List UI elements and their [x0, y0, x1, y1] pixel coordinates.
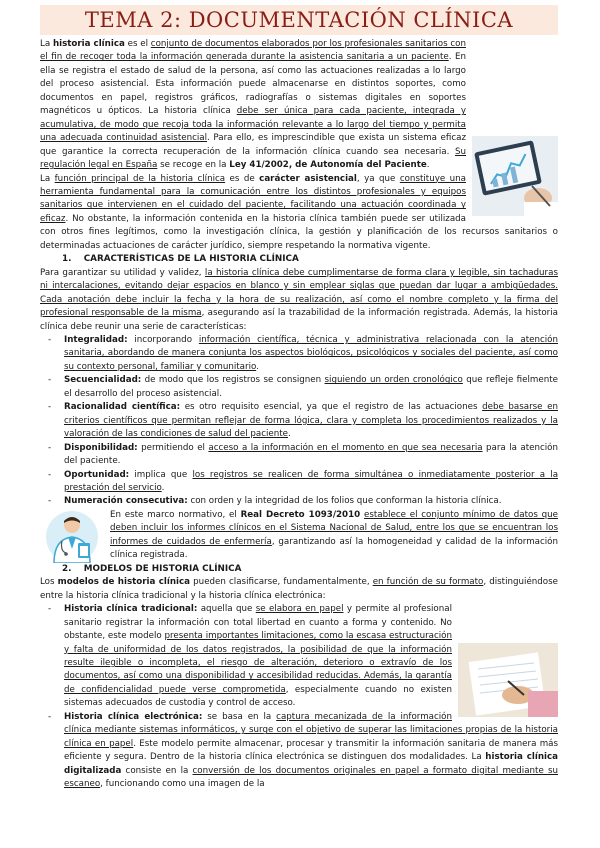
list-item-traditional: - Historia clínica tradicional: aquella que se elabora en papel y permite al profesional sanitario registrar la información con total libertad en cuanto a forma y contenido. No obstante, este modelo presenta importantes limitaciones, como la escasa estructuración y falta de uniformidad de los datos registrados, la posibilidad de que la información resulte ilegible o incompleta, el riesgo de alteración, deterioro o extravío de los documentos, así como una disponibilidad y accesibilidad reducidas. Además, la garantía de confidencialidad puede verse comprometida, especialmente cuando no existen sistemas adecuados de custodia y control de acceso. — [40, 603, 558, 711]
list-item: - Racionalidad científica: es otro requisito esencial, ya que el registro de las actuaciones debe basarse en criterios científicos que permitan reflejar de forma lógica, clara y completa los procedimientos realizados y la valoración de las condiciones de salud del paciente. — [40, 401, 558, 441]
section-heading-models: 2. MODELOS DE HISTORIA CLÍNICA — [62, 563, 242, 574]
section1-paragraph: Para garantizar su utilidad y validez, la historia clínica debe cumplimentarse de forma clara y legible, sin tachaduras ni intercalaciones, evitando dejar espacios en blanco y sin emplear siglas que puedan dar lugar a ambigüedades. Cada anotación debe incluir la fecha y la hora de su realización, así como el nombre completo y la firma del profesional responsable de la misma, asegurando así la trazabilidad de la información registrada. Además, la historia clínica debe reunir una serie de características: — [40, 267, 558, 332]
intro-paragraph-1: La historia clínica es el conjunto de documentos elaborados por los profesionales sanitarios con el fin de recoger toda la información generada durante la asistencia sanitaria a un paciente. En ella se registra el estado de salud de la persona, así como las actuaciones realizadas a lo largo del proceso asistencial. Esta información puede almacenarse en distintos soportes, como documentos en papel, registros gráficos, radiografías o sistemas digitales en soportes magnéticos u ópticos. La historia clínica debe ser única para cada paciente, integrada y acumulativa, de modo que recoja toda la información relevante a lo largo del tiempo y permita una adecuada continuidad asistencial. Para ello, es imprescindible que exista un sistema eficaz que garantice la correcta recuperación de la información clínica cuando sea necesaria. Su regulación legal en España se recoge en la Ley 41/2002, de Autonomía del Paciente. — [40, 39, 466, 171]
list-item-electronic: - Historia clínica electrónica: se basa en la captura mecanizada de la información clínica mediante sistemas informáticos, y surge con el objetivo de superar las limitaciones propias de la historia clínica en papel. Este modelo permite almacenar, procesar y transmitir la información sanitaria de manera más eficiente y segura. Dentro de la historia clínica electrónica se distinguen dos modalidades. La historia clínica digitalizada consiste en la conversión de los documentos originales en papel a formato digital mediante su escaneo, funcionando como una imagen de la — [40, 711, 558, 792]
doctor-clipboard-icon — [40, 509, 104, 563]
royal-decree-block — [40, 509, 558, 563]
document-body — [40, 38, 558, 792]
section2-paragraph: Los modelos de historia clínica pueden clasificarse, fundamentalmente, en función de su formato, distinguiéndose entre la historia clínica tradicional y la historia clínica electrónica: — [40, 577, 558, 601]
royal-decree-paragraph: En este marco normativo, el Real Decreto 1093/2010 establece el conjunto mínimo de datos que deben incluir los informes clínicos en el Sistema Nacional de Salud, entre los que se encuentran los informes de cuidados de enfermería, garantizando así la homogeneidad y calidad de la información clínica registrada. — [110, 509, 558, 561]
models-list — [40, 603, 558, 791]
page-title: TEMA 2: DOCUMENTACIÓN CLÍNICA — [84, 8, 514, 32]
tablet-chart-photo-icon — [472, 136, 558, 216]
intro-paragraph-2: La función principal de la historia clínica es de carácter asistencial, ya que constituye una herramienta fundamental para la comunicación entre los distintos profesionales y equipos sanitarios que intervienen en el cuidado del paciente, facilitando una actuación coordinada y eficaz. No obstante, la información contenida en la historia clínica también puede ser utilizada con otros fines legítimos, como la investigación clínica, la gestión y planificación de los recursos sanitarios o determinadas actuaciones de carácter jurídico, siempre respetando la normativa vigente. — [40, 173, 558, 251]
list-item: - Disponibilidad: permitiendo el acceso a la información en el momento en que sea necesaria para la atención del paciente. — [40, 442, 558, 469]
characteristics-list — [40, 334, 558, 509]
list-item: - Secuencialidad: de modo que los registros se consignen siguiendo un orden cronológico que refleje fielmente el desarrollo del proceso asistencial. — [40, 374, 558, 401]
list-item: - Integralidad: incorporando información científica, técnica y administrativa relacionada con la atención sanitaria, abordando de manera conjunta los aspectos biológicos, psicológicos y sociales del paciente, así como su contexto personal, familiar y comunitario. — [40, 334, 558, 374]
list-item: - Numeración consecutiva: con orden y la integridad de los folios que conforman la historia clínica. — [40, 495, 558, 508]
hand-writing-notebook-photo-icon — [458, 643, 558, 717]
title-banner — [40, 5, 558, 35]
list-item: - Oportunidad: implica que los registros se realicen de forma simultánea o inmediatamente posterior a la prestación del servicio. — [40, 469, 558, 496]
section-heading-characteristics: 1. CARACTERÍSTICAS DE LA HISTORIA CLÍNICA — [62, 254, 299, 265]
